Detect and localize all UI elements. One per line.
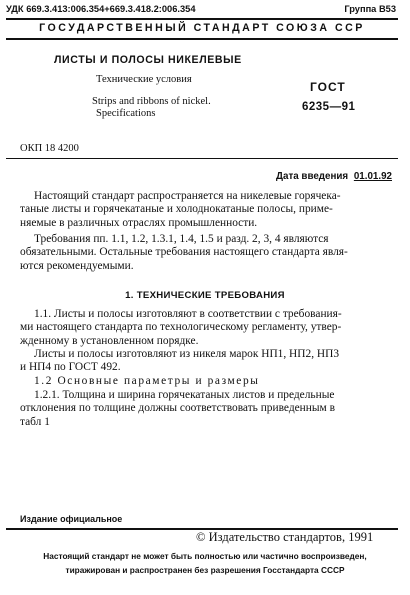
title-block-rule (6, 158, 398, 159)
text-line: и НП4 по ГОСТ 492. (20, 361, 121, 374)
text-line: Настоящий стандарт распространяется на никелевые горячека- (34, 190, 341, 202)
effective-date-label: Дата введения (276, 171, 349, 182)
doc-title: ЛИСТЫ И ПОЛОСЫ НИКЕЛЕВЫЕ (54, 54, 242, 66)
text-line: Требования пп. 1.1, 1.2, 1.3.1, 1.4, 1.5 и разд. 2, 3, 4 являются (34, 233, 329, 245)
gost-label: ГОСТ (310, 80, 346, 94)
effective-date-value: 01.01.92 (353, 171, 392, 182)
clause-1-2 (20, 375, 400, 388)
reproduction-notice-line-2: тиражирован и распространен без разрешения Госстандарта СССР (65, 565, 345, 575)
text-line: Листы и полосы изготовляют из никеля марок НП1, НП2, НП3 (34, 348, 340, 360)
udk-code: УДК 669.3.413:006.354+669.3.418.2:006.354 (6, 4, 196, 14)
okp-code: ОКП 18 4200 (20, 143, 79, 154)
state-standard-title: ГОСУДАРСТВЕННЫЙ СТАНДАРТ СОЮЗА ССР (39, 22, 365, 34)
header-rule-top (6, 18, 398, 20)
clause-1-2-1 (20, 389, 400, 429)
doc-subtitle: Технические условия (96, 74, 192, 85)
gost-number: 6235—91 (302, 101, 356, 113)
section-1-heading: 1. ТЕХНИЧЕСКИЕ ТРЕБОВАНИЯ (125, 290, 285, 301)
text-line: отклонения по толщине должны соответствовать приведенным в (20, 402, 335, 415)
text-line: табл 1 (20, 415, 50, 428)
text-line: жденному в установленном порядке. (20, 334, 199, 347)
publisher-copyright: © Издательство стандартов, 1991 (196, 530, 374, 544)
text-line: обязательными. Остальные требования настоящего стандарта явля- (20, 246, 348, 259)
doc-english-title: Strips and ribbons of nickel. (92, 96, 211, 107)
doc-english-subtitle: Specifications (96, 108, 156, 119)
intro-paragraph-2 (20, 233, 400, 273)
text-line: няемые в различных отраслях промышленности. (20, 216, 258, 229)
text-line: ми настоящего стандарта по технологическому регламенту, утвер- (20, 321, 342, 334)
text-line: таные листы и горячекатаные и холоднокатаные полосы, приме- (20, 203, 333, 216)
intro-paragraph-1 (20, 190, 400, 230)
nickel-grades-paragraph (20, 348, 400, 375)
effective-date (276, 171, 392, 182)
text-line: ются рекомендуемыми. (20, 259, 134, 272)
text-line: 1.1. Листы и полосы изготовляют в соответствии с требования- (34, 308, 342, 320)
text-line: 1.2 Основные параметры и размеры (34, 375, 260, 387)
clause-1-1 (20, 308, 400, 348)
group-code: Группа В53 (344, 4, 396, 14)
reproduction-notice-line-1: Настоящий стандарт не может быть полностью или частично воспроизведен, (43, 551, 367, 561)
text-line: 1.2.1. Толщина и ширина горячекатаных листов и предельные (34, 389, 335, 401)
official-edition-label: Издание официальное (20, 514, 123, 524)
header-rule-bottom (6, 38, 398, 40)
